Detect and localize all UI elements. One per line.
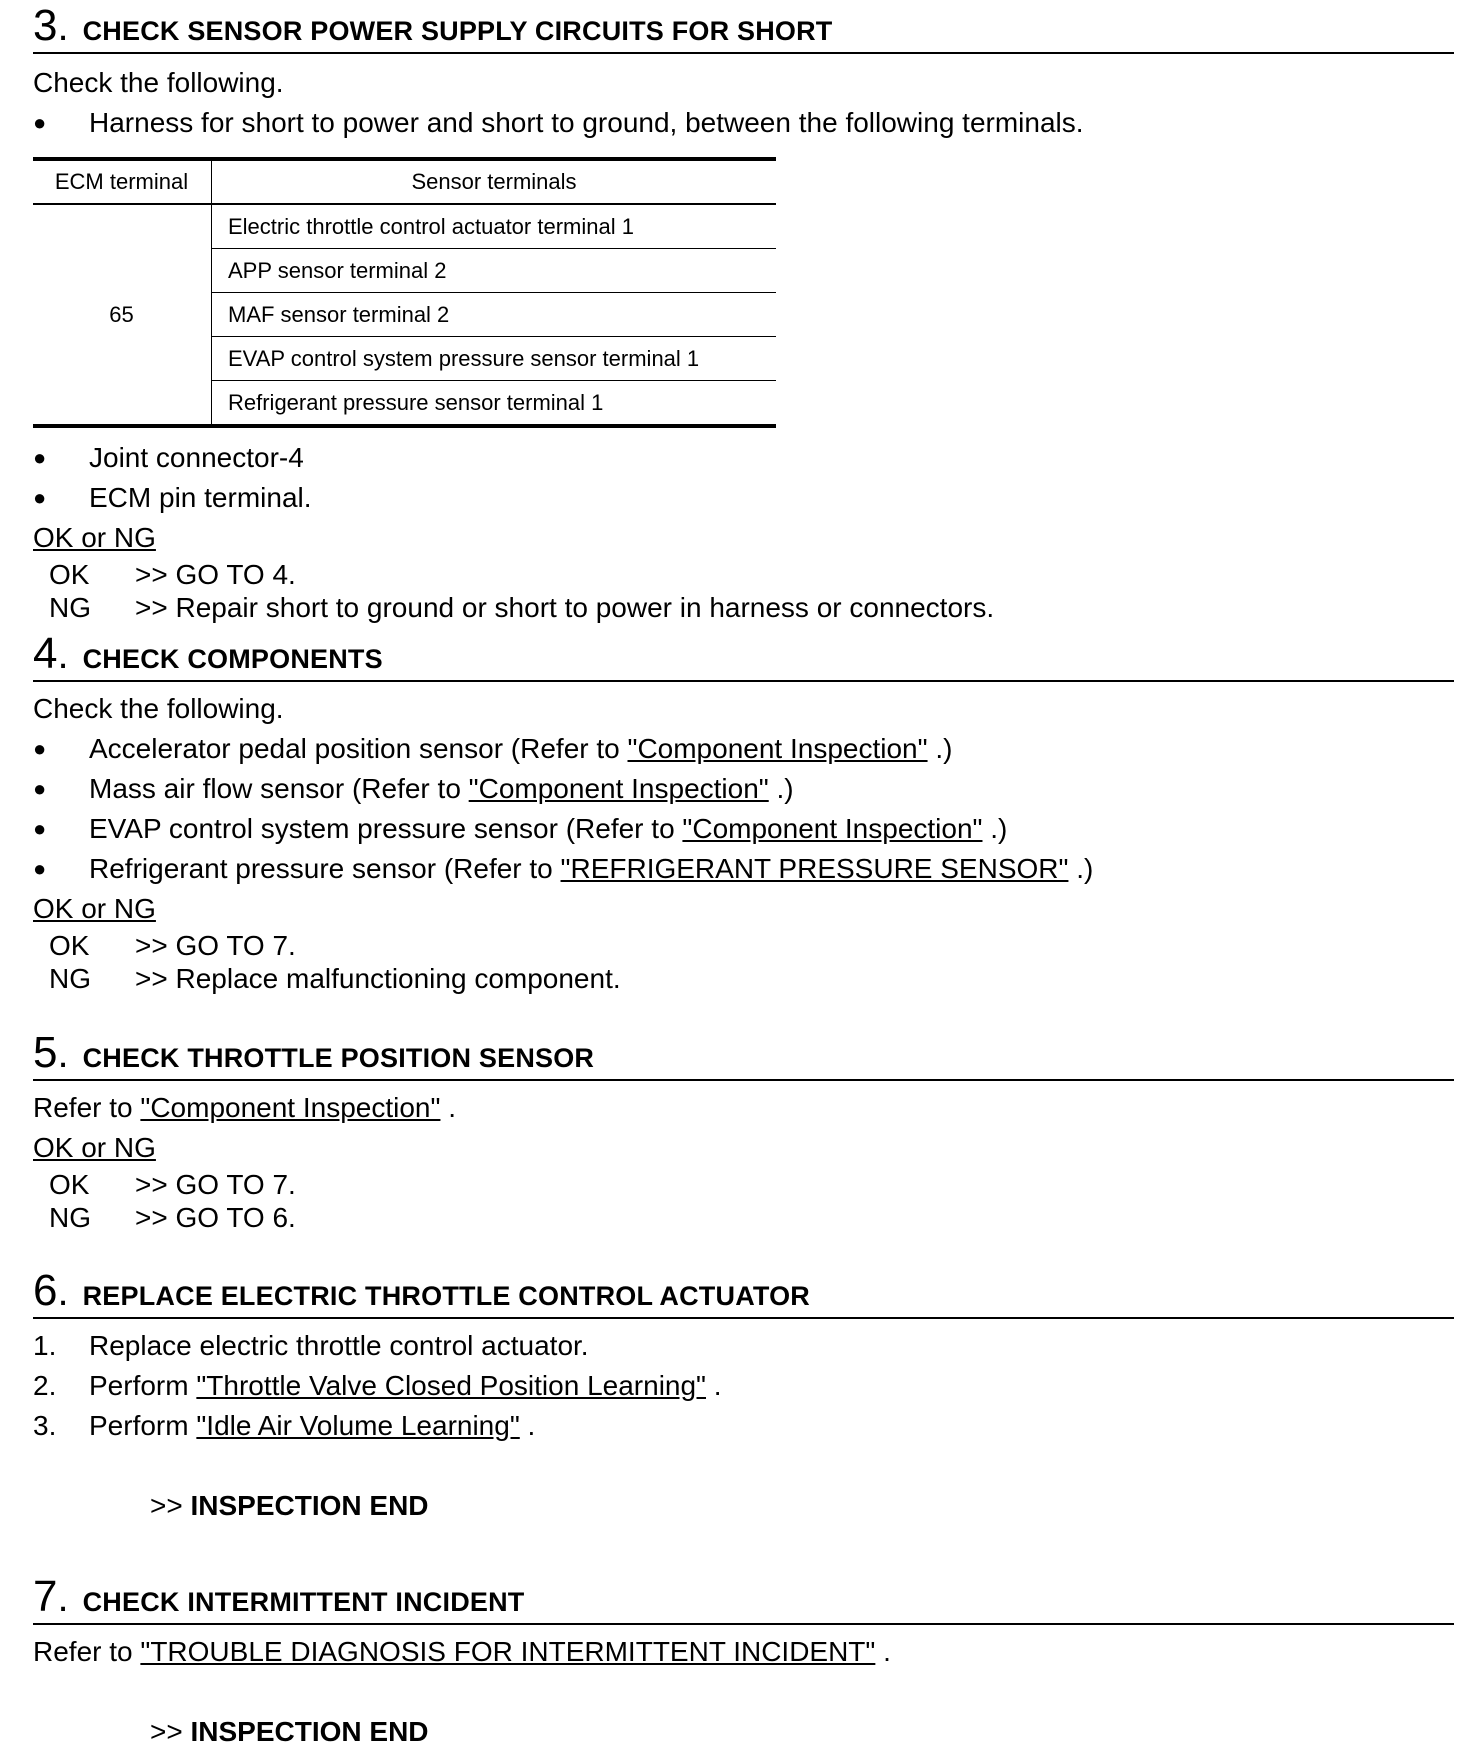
refer-text — [33, 1632, 1454, 1672]
item-number: 1. — [33, 1330, 57, 1361]
table-row — [33, 204, 776, 249]
step-number: 5 — [33, 1028, 58, 1077]
bullet-icon: ● — [33, 736, 47, 761]
step-7-header — [33, 1571, 1454, 1625]
result-code: OK — [49, 559, 90, 590]
bullet-item — [33, 103, 1454, 143]
step-dot: . — [57, 1032, 69, 1076]
result-code: NG — [49, 1202, 91, 1233]
item-text-pre: Perform — [89, 1410, 197, 1441]
bullet-text — [89, 729, 952, 769]
result-text: >> GO TO 4. — [135, 559, 296, 590]
step-3 — [33, 0, 1454, 624]
result-text: >> GO TO 6. — [135, 1202, 296, 1233]
inspection-end — [33, 1712, 1454, 1752]
result-code: NG — [49, 963, 91, 994]
refrigerant-pressure-sensor-link[interactable]: "REFRIGERANT PRESSURE SENSOR" — [560, 853, 1069, 884]
step-title: CHECK INTERMITTENT INCIDENT — [82, 1587, 525, 1617]
step-3-header — [33, 0, 1454, 54]
result-ok — [33, 929, 1454, 962]
step-4-header — [33, 628, 1454, 682]
bullet-text — [89, 849, 1093, 889]
intro-text: Check the following. — [33, 67, 284, 98]
result-text: >> GO TO 7. — [135, 1169, 296, 1200]
ok-or-ng-label: OK or NG — [33, 1132, 156, 1163]
result-code: NG — [49, 592, 91, 623]
item-number: 2. — [33, 1370, 57, 1401]
component-inspection-link[interactable]: "Component Inspection" — [140, 1092, 441, 1123]
component-inspection-link[interactable]: "Component Inspection" — [627, 733, 928, 764]
component-inspection-link[interactable]: "Component Inspection" — [468, 773, 769, 804]
bullet-item — [33, 438, 1454, 478]
refer-text — [33, 1088, 1454, 1128]
result-text: >> Replace malfunctioning component. — [135, 963, 621, 994]
terminal-table — [33, 157, 776, 428]
bullet-text-post: .) — [1068, 853, 1094, 884]
sensor-terminal-cell: APP sensor terminal 2 — [212, 249, 777, 293]
bullet-icon: ● — [33, 816, 47, 841]
end-prefix: >> — [150, 1716, 191, 1747]
bullet-text-pre: Refrigerant pressure sensor (Refer to — [89, 853, 561, 884]
refer-pre: Refer to — [33, 1092, 141, 1123]
ok-or-ng-label: OK or NG — [33, 522, 156, 553]
step-4 — [33, 628, 1454, 995]
ecm-terminal-cell: 65 — [33, 204, 212, 426]
step-number: 7 — [33, 1572, 58, 1621]
bullet-item — [33, 769, 1454, 809]
bullet-icon: ● — [33, 485, 47, 510]
step-title: CHECK SENSOR POWER SUPPLY CIRCUITS FOR SHORT — [82, 16, 833, 46]
result-code: OK — [49, 1169, 90, 1200]
step-title: CHECK COMPONENTS — [82, 644, 383, 674]
step-title: CHECK THROTTLE POSITION SENSOR — [82, 1043, 595, 1073]
numbered-item — [33, 1326, 1454, 1366]
step-dot: . — [57, 5, 69, 49]
bullet-item — [33, 478, 1454, 518]
throttle-valve-learning-link[interactable]: "Throttle Valve Closed Position Learning" — [196, 1370, 706, 1401]
result-ng — [33, 962, 1454, 995]
bullet-item — [33, 729, 1454, 769]
refer-post: . — [440, 1092, 457, 1123]
result-text: >> GO TO 7. — [135, 930, 296, 961]
item-text-post: . — [706, 1370, 722, 1401]
sensor-terminal-cell: EVAP control system pressure sensor terminal 1 — [212, 337, 777, 381]
sensor-terminal-cell: Refrigerant pressure sensor terminal 1 — [228, 389, 604, 415]
bullet-item — [33, 849, 1454, 889]
numbered-item — [33, 1366, 1454, 1406]
step-number: 4 — [33, 629, 58, 678]
refer-pre: Refer to — [33, 1636, 141, 1667]
sensor-terminal-cell: MAF sensor terminal 2 — [212, 293, 777, 337]
step-dot: . — [57, 1270, 69, 1314]
item-text-pre: Perform — [89, 1370, 197, 1401]
bullet-icon: ● — [33, 445, 47, 470]
result-ng — [33, 591, 1454, 624]
bullet-text-pre: EVAP control system pressure sensor (Refer to — [89, 813, 683, 844]
step-number: 6 — [33, 1266, 58, 1315]
numbered-item — [33, 1406, 1454, 1446]
step-number: 3 — [33, 1, 58, 50]
component-inspection-link[interactable]: "Component Inspection" — [682, 813, 983, 844]
idle-air-volume-learning-link[interactable]: "Idle Air Volume Learning" — [196, 1410, 520, 1441]
end-label: INSPECTION END — [190, 1716, 429, 1747]
item-text: Replace electric throttle control actuator. — [89, 1330, 589, 1361]
ok-or-ng-label: OK or NG — [33, 893, 156, 924]
bullet-text — [89, 769, 794, 809]
bullet-icon: ● — [33, 776, 47, 801]
bullet-text-pre: Mass air flow sensor (Refer to — [89, 773, 469, 804]
result-ok — [33, 558, 1454, 591]
step-7 — [33, 1571, 1454, 1752]
refer-post: . — [875, 1636, 891, 1667]
result-ng — [33, 1201, 1454, 1234]
item-text-post: . — [519, 1410, 536, 1441]
end-prefix: >> — [150, 1490, 191, 1521]
result-ok — [33, 1168, 1454, 1201]
item-text — [89, 1406, 535, 1446]
intro-text: Check the following. — [33, 693, 284, 724]
step-6 — [33, 1265, 1454, 1526]
step-dot: . — [57, 633, 69, 677]
step-6-header — [33, 1265, 1454, 1319]
bullet-item — [33, 809, 1454, 849]
bullet-text: Joint connector-4 — [89, 442, 304, 473]
step-5 — [33, 1027, 1454, 1234]
step-5-header — [33, 1027, 1454, 1081]
bullet-text-post: .) — [768, 773, 794, 804]
table-header-ecm: ECM terminal — [33, 159, 212, 204]
item-number: 3. — [33, 1410, 57, 1441]
table-header-sensor: Sensor terminals — [212, 159, 777, 204]
bullet-text: Harness for short to power and short to ground, between the following terminals. — [89, 107, 1084, 138]
bullet-icon: ● — [33, 856, 47, 881]
end-label: INSPECTION END — [190, 1490, 429, 1521]
step-title: REPLACE ELECTRIC THROTTLE CONTROL ACTUATOR — [82, 1281, 810, 1311]
result-code: OK — [49, 930, 90, 961]
inspection-end — [33, 1486, 1454, 1526]
sensor-terminal-cell: Electric throttle control actuator terminal 1 — [212, 204, 777, 249]
bullet-text: ECM pin terminal. — [89, 482, 312, 513]
bullet-text-post: .) — [982, 813, 1008, 844]
result-text: >> Repair short to ground or short to power in harness or connectors. — [135, 592, 995, 623]
bullet-text-pre: Accelerator pedal position sensor (Refer to — [89, 733, 628, 764]
bullet-text — [89, 809, 1007, 849]
bullet-icon: ● — [33, 110, 47, 135]
item-text — [89, 1366, 722, 1406]
step-dot: . — [57, 1576, 69, 1620]
bullet-text-post: .) — [927, 733, 953, 764]
trouble-diagnosis-link[interactable]: "TROUBLE DIAGNOSIS FOR INTERMITTENT INCIDENT" — [140, 1636, 876, 1667]
